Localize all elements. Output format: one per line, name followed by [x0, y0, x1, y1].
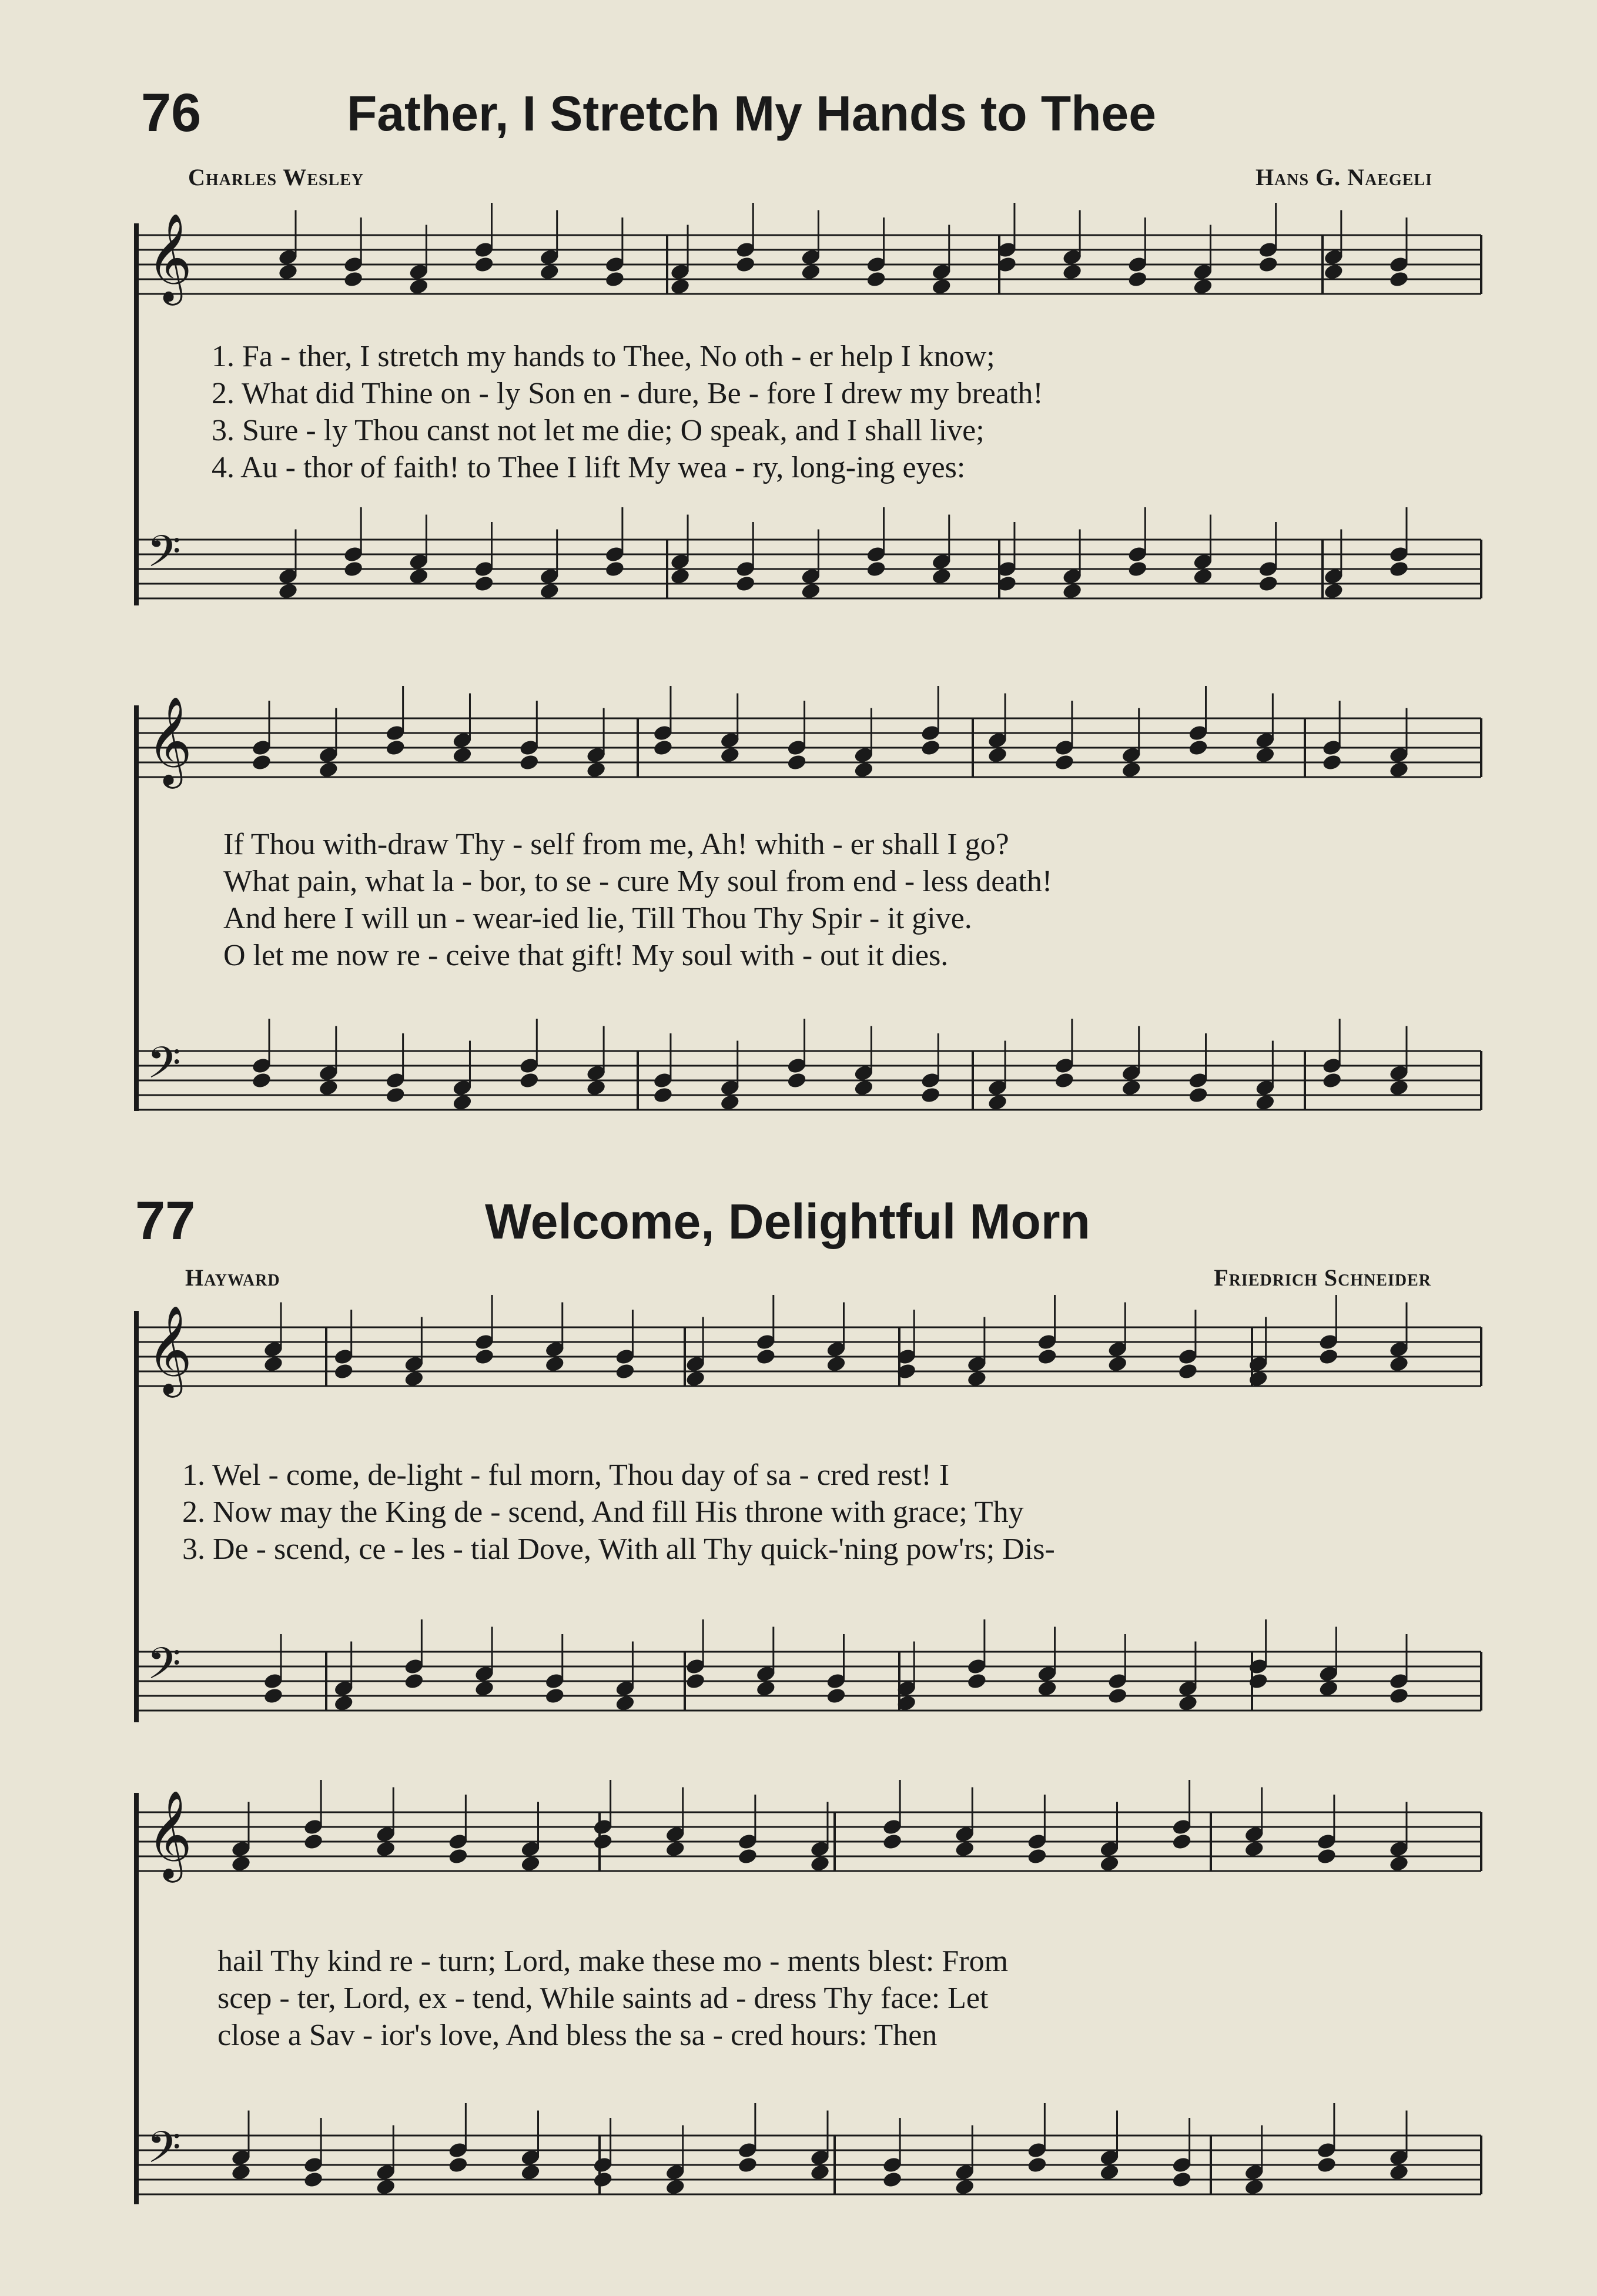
note-head: [1388, 1355, 1409, 1373]
note-head: [1388, 560, 1409, 578]
note-head: [920, 1086, 941, 1105]
note-head: [1193, 277, 1214, 296]
bass-clef-icon: 𝄢: [147, 526, 181, 588]
verse-line: 3. Sure - ly Thou canst not let me die; O speak, and I shall live;: [212, 414, 985, 447]
treble-clef-icon: 𝄞: [147, 695, 192, 785]
verse-line: O let me now re - ceive that gift! My soul with - out it dies.: [223, 939, 949, 972]
note-head: [669, 277, 691, 296]
note-head: [1244, 1840, 1265, 1858]
note-head: [669, 567, 691, 585]
note-head: [230, 2163, 252, 2181]
note-head: [1099, 2163, 1120, 2181]
bass-clef-icon: 𝄢: [147, 1638, 181, 1700]
note-head: [277, 263, 299, 281]
words-credit: Hayward: [185, 1264, 280, 1291]
note-head: [1062, 582, 1083, 600]
note-head: [1323, 582, 1344, 600]
note-head: [719, 1093, 741, 1112]
note-head: [1244, 2178, 1265, 2196]
note-head: [954, 2178, 975, 2196]
verse-line: 1. Fa - ther, I stretch my hands to Thee, No oth - er help I know;: [212, 340, 995, 373]
note-head: [1127, 270, 1148, 289]
note-head: [1171, 2171, 1193, 2189]
note-head: [665, 2178, 686, 2196]
note-head: [333, 1694, 354, 1712]
note-head: [1388, 2163, 1409, 2181]
note-head: [882, 2171, 903, 2189]
treble-clef-icon: 𝄞: [147, 1304, 192, 1394]
note-head: [920, 739, 941, 757]
bass-clef-icon: 𝄢: [147, 2122, 181, 2184]
note-head: [592, 1833, 614, 1851]
note-head: [685, 1370, 706, 1388]
note-head: [318, 1079, 339, 1097]
note-head: [931, 277, 952, 296]
note-head: [1388, 761, 1409, 779]
note-head: [539, 582, 560, 600]
hymn-number: 77: [135, 1191, 196, 1251]
treble-clef-icon: 𝄞: [147, 1789, 192, 1879]
lyrics-block: [217, 1943, 1008, 2054]
note-head: [1054, 1072, 1075, 1090]
note-head: [966, 1370, 987, 1388]
note-head: [474, 1679, 495, 1698]
verse-line: 1. Wel - come, de-light - ful morn, Thou day of sa - cred rest! I: [182, 1458, 950, 1492]
lyrics-block: [212, 338, 1043, 486]
note-head: [520, 1855, 541, 1873]
music-credit: Friedrich Schneider: [1214, 1264, 1431, 1291]
note-head: [263, 1687, 284, 1705]
note-head: [954, 1840, 975, 1858]
note-head: [987, 746, 1008, 764]
note-head: [1062, 263, 1083, 281]
note-head: [737, 1847, 758, 1866]
note-head: [604, 270, 625, 289]
note-head: [452, 1093, 473, 1112]
note-head: [615, 1694, 636, 1712]
note-head: [408, 277, 429, 296]
note-head: [1193, 567, 1214, 585]
note-head: [1099, 1855, 1120, 1873]
note-head: [277, 582, 299, 600]
note-head: [1323, 263, 1344, 281]
note-head: [408, 567, 429, 585]
note-head: [866, 270, 887, 289]
note-head: [474, 575, 495, 593]
note-head: [987, 1093, 1008, 1112]
note-head: [801, 582, 822, 600]
note-head: [474, 1348, 495, 1366]
note-head: [385, 739, 406, 757]
note-head: [882, 1833, 903, 1851]
note-head: [518, 754, 540, 772]
note-head: [585, 1079, 607, 1097]
note-head: [1388, 1855, 1409, 1873]
hymn-title: Welcome, Delightful Morn: [485, 1194, 1090, 1249]
note-head: [786, 1072, 808, 1090]
words-credit: Charles Wesley: [188, 164, 364, 190]
note-head: [1037, 1348, 1058, 1366]
note-head: [853, 1079, 875, 1097]
note-head: [1321, 754, 1342, 772]
note-head: [1027, 1847, 1048, 1866]
note-head: [826, 1687, 847, 1705]
note-head: [735, 575, 756, 593]
hymn-title: Father, I Stretch My Hands to Thee: [347, 86, 1156, 141]
note-head: [1177, 1363, 1198, 1381]
note-head: [544, 1687, 565, 1705]
note-head: [518, 1072, 540, 1090]
note-head: [448, 1847, 469, 1866]
note-head: [866, 560, 887, 578]
note-head: [251, 754, 272, 772]
note-head: [755, 1679, 776, 1698]
note-head: [1321, 1072, 1342, 1090]
note-head: [1318, 1348, 1339, 1366]
note-head: [1318, 1679, 1339, 1698]
note-head: [343, 560, 364, 578]
note-head: [1258, 256, 1279, 274]
note-head: [592, 2171, 614, 2189]
note-head: [1254, 746, 1275, 764]
note-head: [404, 1672, 425, 1691]
note-head: [1127, 560, 1148, 578]
note-head: [544, 1355, 565, 1373]
note-head: [853, 761, 875, 779]
note-head: [755, 1348, 776, 1366]
note-head: [1107, 1355, 1128, 1373]
music-credit: Hans G. Naegeli: [1255, 164, 1432, 190]
note-head: [263, 1355, 284, 1373]
note-head: [966, 1672, 987, 1691]
note-head: [1054, 754, 1075, 772]
note-head: [448, 2156, 469, 2174]
note-head: [737, 2156, 758, 2174]
note-head: [251, 1072, 272, 1090]
note-head: [452, 746, 473, 764]
note-head: [1188, 739, 1209, 757]
verse-line: 4. Au - thor of faith! to Thee I lift My wea - ry, long-ing eyes:: [212, 451, 966, 484]
note-head: [1316, 1847, 1337, 1866]
note-head: [665, 1840, 686, 1858]
note-head: [1171, 1833, 1193, 1851]
hymn-number: 76: [141, 83, 202, 143]
note-head: [1027, 2156, 1048, 2174]
note-head: [931, 567, 952, 585]
note-head: [615, 1363, 636, 1381]
verse-line: 3. De - scend, ce - les - tial Dove, With all Thy quick-'ning pow'rs; Dis-: [182, 1532, 1055, 1566]
note-head: [343, 270, 364, 289]
note-head: [1388, 1687, 1409, 1705]
note-head: [1037, 1679, 1058, 1698]
bass-clef-icon: 𝄢: [147, 1037, 181, 1099]
verse-line: 2. Now may the King de - scend, And fill His throne with grace; Thy: [182, 1495, 1024, 1529]
note-head: [652, 1086, 674, 1105]
note-head: [318, 761, 339, 779]
note-head: [303, 1833, 324, 1851]
note-head: [1258, 575, 1279, 593]
note-head: [404, 1370, 425, 1388]
verse-line: 2. What did Thine on - ly Son en - dure, Be - fore I drew my breath!: [212, 377, 1043, 410]
verse-line: What pain, what la - bor, to se - cure My soul from end - less death!: [223, 865, 1053, 898]
verse-line: And here I will un - wear-ied lie, Till Thou Thy Spir - it give.: [223, 902, 972, 935]
note-head: [786, 754, 808, 772]
note-head: [375, 2178, 396, 2196]
note-head: [1254, 1093, 1275, 1112]
note-head: [303, 2171, 324, 2189]
note-head: [1188, 1086, 1209, 1105]
note-head: [685, 1672, 706, 1691]
note-head: [719, 746, 741, 764]
note-head: [539, 263, 560, 281]
note-head: [385, 1086, 406, 1105]
note-head: [1388, 1079, 1409, 1097]
verse-line: hail Thy kind re - turn; Lord, make these mo - ments blest: From: [217, 1944, 1009, 1978]
note-head: [735, 256, 756, 274]
note-head: [604, 560, 625, 578]
note-head: [1121, 761, 1142, 779]
verse-line: If Thou with-draw Thy - self from me, Ah! whith - er shall I go?: [223, 828, 1009, 861]
note-head: [809, 2163, 831, 2181]
verse-line: close a Sav - ior's love, And bless the sa - cred hours: Then: [217, 2019, 938, 2052]
note-head: [809, 1855, 831, 1873]
note-head: [1121, 1079, 1142, 1097]
note-head: [375, 1840, 396, 1858]
note-head: [1107, 1687, 1128, 1705]
note-head: [1388, 270, 1409, 289]
note-head: [585, 761, 607, 779]
note-head: [652, 739, 674, 757]
note-head: [1316, 2156, 1337, 2174]
lyrics-block: [182, 1457, 1055, 1568]
note-head: [1177, 1694, 1198, 1712]
lyrics-block: [223, 826, 1052, 974]
note-head: [333, 1363, 354, 1381]
note-head: [520, 2163, 541, 2181]
note-head: [474, 256, 495, 274]
verse-line: scep - ter, Lord, ex - tend, While saints ad - dress Thy face: Let: [217, 1982, 989, 2015]
note-head: [801, 263, 822, 281]
note-head: [230, 1855, 252, 1873]
treble-clef-icon: 𝄞: [147, 212, 192, 302]
note-head: [826, 1355, 847, 1373]
